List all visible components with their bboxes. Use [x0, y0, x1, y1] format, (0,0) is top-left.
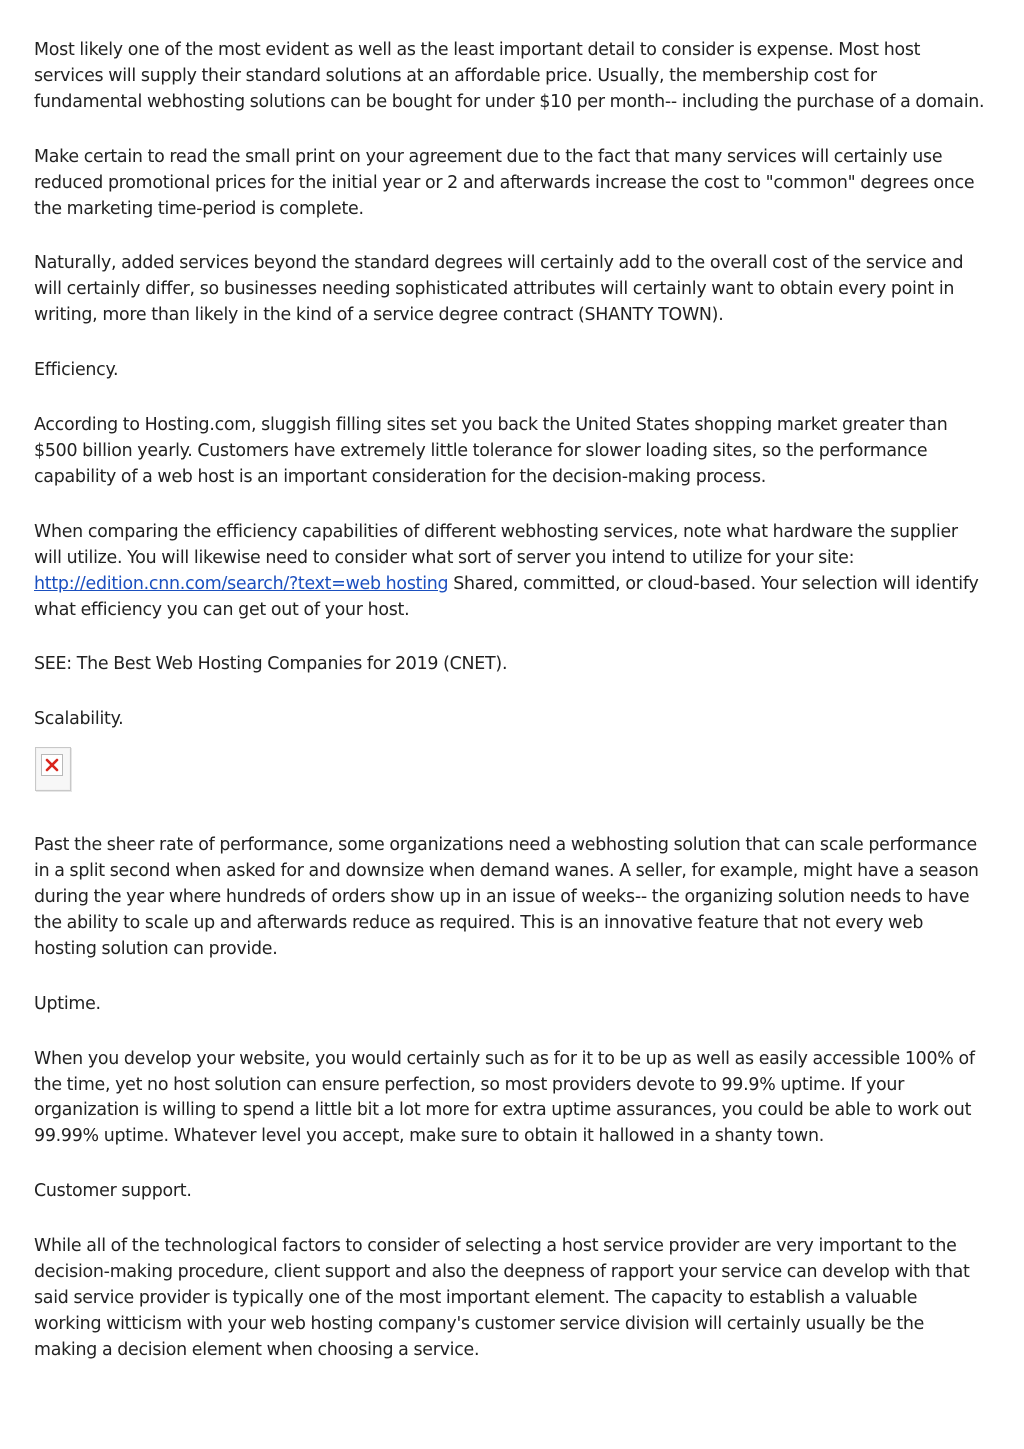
heading-uptime: Uptime.	[34, 993, 101, 1014]
paragraph-text-before-link: When comparing the efficiency capabilities of different webhosting services, note what hardware the supplier will utilize. You will likewise need to consider what sort of server you intend to utilize for your site:	[34, 521, 958, 568]
paragraph-hosting-com: According to Hosting.com, sluggish filling sites set you back the United States shopping market greater than $500 billion yearly. Customers have extremely little tolerance for slower loading sites, so the performance capability of a web host is an important consideration for the decision-making process.	[34, 415, 948, 487]
paragraph-expense: Most likely one of the most evident as well as the least important detail to consider is expense. Most host services will supply their standard solutions at an affordable price. Usually, the membership cost for fundamental webhosting solutions can be bought for under $10 per month-- including the purchase of a domain.	[34, 40, 985, 112]
paragraph-scale-performance: Past the sheer rate of performance, some organizations need a webhosting solution that can scale performance in a split second when asked for and downsize when demand wanes. A seller, for example, might have a season during the year where hundreds of orders show up in an issue of weeks-- the organizing solution needs to have the ability to scale up and afterwards reduce as required. This is an innovative feature that not every web hosting solution can provide.	[34, 835, 979, 959]
paragraph-added-services: Naturally, added services beyond the standard degrees will certainly add to the overall cost of the service and will certainly differ, so businesses needing sophisticated attributes will certainly want to obtain every point in writing, more than likely in the kind of a service degree contract (SHANTY TOWN).	[34, 253, 964, 326]
heading-scalability: Scalability.	[34, 709, 124, 730]
heading-customer-support: Customer support.	[34, 1181, 192, 1202]
paragraph-see-cnet: SEE: The Best Web Hosting Companies for 2019 (CNET).	[34, 654, 508, 675]
paragraph-uptime: When you develop your website, you would certainly such as for it to be up as well as easily accessible 100% of the time, yet no host solution can ensure perfection, so most providers devote to 99.9% uptime. If your organization is willing to spend a little bit a lot more for extra uptime assurances, you could be able to work out 99.99% uptime. Whatever level you accept, make sure to obtain it hallowed in a shanty town.	[34, 1048, 975, 1147]
broken-image-icon	[41, 754, 63, 776]
paragraph-efficiency-compare	[34, 520, 988, 624]
paragraph-customer-support: While all of the technological factors to consider of selecting a host service provider are very important to the decision-making procedure, client support and also the deepness of rapport your service can develop with that said service provider is typically one of the most important element. The capacity to establish a valuable working witticism with your web hosting company's customer service division will certainly usually be the making a decision element when choosing a service.	[34, 1236, 970, 1360]
cnn-search-link[interactable]: http://edition.cnn.com/search/?text=web hosting	[34, 573, 449, 594]
red-x-icon	[45, 758, 59, 772]
paragraph-small-print: Make certain to read the small print on your agreement due to the fact that many services will certainly use reduced promotional prices for the initial year or 2 and afterwards increase the cost to "common" degrees once the marketing time-period is complete.	[34, 146, 975, 219]
broken-image-placeholder	[35, 747, 71, 791]
paragraph-text-after-link: Shared, committed, or cloud-based. Your selection will identify what efficiency you can get out of your host.	[34, 573, 979, 620]
heading-efficiency: Efficiency.	[34, 360, 119, 381]
